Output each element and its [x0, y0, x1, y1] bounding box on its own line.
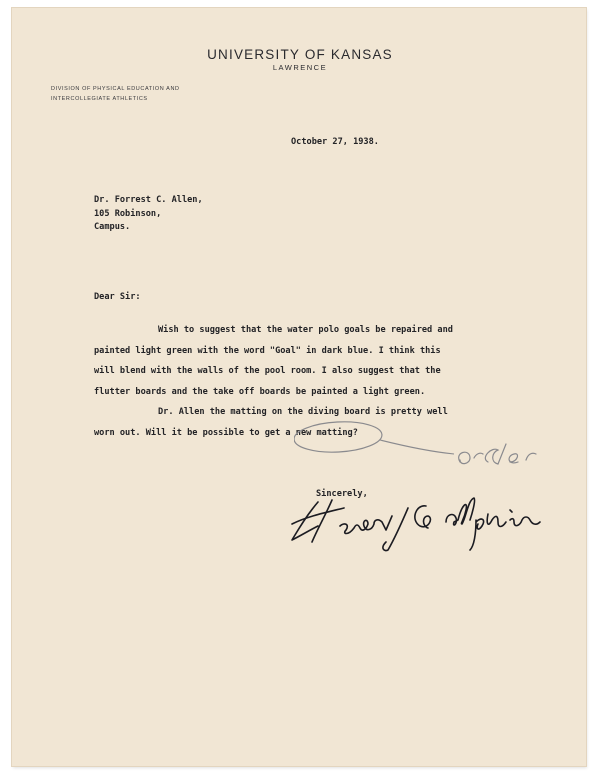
department-line: INTERCOLLEGIATE ATHLETICS [51, 96, 148, 102]
city-name: LAWRENCE [272, 63, 328, 72]
letter-date: October 27, 1938. [291, 137, 379, 147]
signature-image [288, 496, 543, 554]
address-line: 105 Robinson, [94, 208, 162, 219]
address-line: Dr. Forrest C. Allen, [94, 195, 203, 205]
department-name [51, 84, 180, 104]
body-line: Dr. Allen the matting on the diving board is pretty well [158, 407, 448, 417]
letterhead [0, 47, 600, 72]
address-line: Campus. [94, 222, 131, 232]
body-line: flutter boards and the take off boards be painted a light green. [94, 386, 426, 397]
closing: Sincerely, [316, 489, 368, 499]
body-line: worn out. Will it be possible to get a new matting? [94, 427, 358, 438]
recipient-address [94, 194, 203, 235]
department-line: DIVISION OF PHYSICAL EDUCATION AND [51, 86, 180, 92]
university-name: UNIVERSITY OF KANSAS [207, 47, 393, 62]
salutation: Dear Sir: [94, 292, 141, 302]
body-line: Wish to suggest that the water polo goals be repaired and [158, 325, 453, 335]
body-line: painted light green with the word "Goal" in dark blue. I think this [94, 345, 441, 356]
body-line: will blend with the walls of the pool room. I also suggest that the [94, 366, 441, 376]
pencil-annotation [294, 418, 550, 478]
